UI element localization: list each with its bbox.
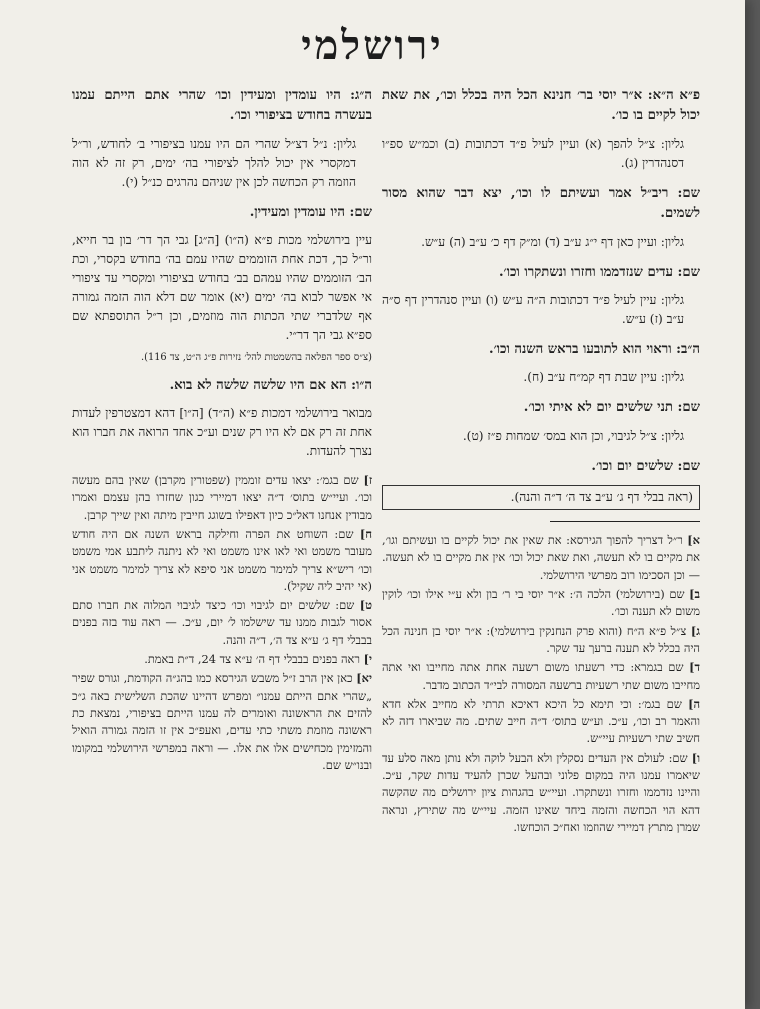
paragraph: מבואר בירושלמי דמכות פ״א (ה״ד) [ה״ו] דהא דמצטרפין לעדות אחת זה רק אם לא היו רק שנים וע״כ אחד הרואה את חברו הוא נצרך להעדות. xyxy=(72,406,372,458)
left-column xyxy=(72,86,372,776)
source-citation: (צ״ס ספר הפלאה בהשמטות להל׳ נזירות פ״ג ה״ט, צד 116). xyxy=(141,351,372,363)
entry-heading: שם: ריב״ל אמר ועשיתם לו וכו׳, יצא דבר שהוא מסור לשמים. xyxy=(382,185,700,222)
entry-3 xyxy=(382,263,700,329)
footnote-text: שם בגמ׳: יצאו עדים זוממין (שפטורין מקרבן) שאין בהם מעשה וכו׳. ועיי״ש בתוס׳ ד״ה יצאו דמיירי כגון שחזרו בהן עצמם ואמרו מבודין אנחנו דאל״כ כיון דאפילו בשוגג חייבין מיתה ואין שייך קרבן. xyxy=(72,472,372,522)
footnote xyxy=(382,532,700,584)
footnote-text: ראה בפנים בבבלי דף ה׳ ע״א צד 24, ד״ת באמת. xyxy=(144,652,360,667)
footnote xyxy=(72,472,372,524)
gloss: גליון: צ״ל לגיבוי, וכן הוא במס׳ שמחות פ״ז (ט). xyxy=(462,428,684,443)
entry-1 xyxy=(382,86,700,173)
footnote-text: ר״ל דצריך להפוך הגירסא: את שאין את יכול לקיים בו ועשיתם וגו׳, את מקיים בו לא תעשה, ואת שאת יכול וכו׳ אין את מקיים בו לא תעשה. — וכן הסכימו רוב מפרשי הירושלמי. xyxy=(382,532,700,582)
gloss: גליון: נ״ל דצ״ל שהרי הם היו עמנו בציפורי ב׳ לחודש, ור״ל דמקסרי אין יכול להלך לציפורי בה׳ ימים, רק זה לא הוה הוזמה רק הכחשה לכן אין שניהם נהרגים כנ״ל (י). xyxy=(72,136,356,189)
footnote-number: י] xyxy=(363,652,372,667)
footnote-text: שם: השוחט את הפרה וחילקה בראש השנה אם היה חודש מעובר משמט ואי לאו אינו משמט ואי לא ניתנה ליתבע אמי משמט וכו׳ ריש״א צריך למימר משמט אני סיפא לא צריך למימר משמט אני (אי יהיב ליה שקיל). xyxy=(72,526,372,593)
footnote xyxy=(382,623,700,658)
paragraph: עיין בירושלמי מכות פ״א (ה״ו) [ה״ג] גבי הך דר׳ בון בר חייא, ור״ל כך, דכת אחת הזוממים שהיו עמם בה׳ בחודש בקסרי, וכת הב׳ הזוממים שהיו עמהם בב׳ בחודש בציפורי ומקסרי עד ציפורי אי אפשר לבוא בה׳ ימים (יא) אומר שם דלא הוה הזמה גמורה אף שלדברי שתי הכתות הוה מוזמים, וכן ר״ל התוספתא שם ספ״א גבי הך דר״י. xyxy=(72,233,372,342)
page-title: ירושלמי xyxy=(301,22,444,69)
entry-heading: ה״ב: וראוי הוא לתובעו בראש השנה וכו׳. xyxy=(489,341,700,357)
footnote-text: כאן אין הרב ז״ל משבש הגירסא כמו בהג״ה הקודמת, וגורס שפיר „שהרי אתם הייתם עמנו״ ומפרש דהיינו שהכת השלישית באה ג״כ להזים את הראשונה ואומרים לה עמנו הייתם בציפורי, נמצאת כת ראשונה מוזמת משתי כתי עדים, ואעפ״כ אין זו הזמה גמורה הואיל והמזימין מכחישים אלו את אלו. — וראה במפרשי הירושלמי במקומו ובנו״ש שם. xyxy=(72,671,372,773)
footnote-text: שם (בירושלמי) הלכה ה׳: א״ר יוסי בי ר׳ בון ולא ע״י אילו וכו׳ לוקין משום לא תענה וכו׳. xyxy=(382,586,700,619)
entry-7 xyxy=(72,86,372,192)
footnote-text: שם בגמרא: כדי רשעתו משום רשעה אחת אתה מחייבו ואי אתה מחייבו משום שתי רשעיות ברשעה המסורה לבי״ד הכתוב מדבר. xyxy=(382,660,700,692)
footnote-text: שם בגמ׳: וכי תימא כל היכא דאיכא תרתי לא מחייב אלא חדא והאמר רב וכו׳, ע״כ. וע״ש בתוס׳ ד״ה חייב שתים. מה שביארו דזה לא חשיב שתי רשעיות עיי״ש. xyxy=(382,696,700,746)
gloss: גליון: צ״ל להפך (א) ועיין לעיל פ״ד דכתובות (ב) וכמ״ש ספ״ו דסנהדרין (ג). xyxy=(382,136,684,170)
footnote xyxy=(72,651,372,668)
gloss: גליון: עיין לעיל פ״ד דכתובות ה״ה ע״ש (ו) ועיין סנהדרין דף ס״ה ע״ב (ז) ע״ש. xyxy=(382,292,684,326)
entry-heading: שם: תני שלשים יום לא איתי וכו׳. xyxy=(523,400,700,416)
entry-4 xyxy=(382,340,700,387)
entry-heading: שם: שלשים יום וכו׳. xyxy=(591,458,700,474)
footnotes-right xyxy=(382,532,700,837)
footnote xyxy=(382,659,700,694)
footnote xyxy=(382,750,700,837)
footnote xyxy=(72,526,372,595)
footnote-number: ו] xyxy=(691,750,701,765)
entry-2 xyxy=(382,184,700,252)
footnote xyxy=(72,597,372,649)
reference-box: (ראה בבלי דף ג׳ ע״ב צד ה׳ ד״ה והנה). xyxy=(382,485,700,510)
footnote-number: יא] xyxy=(356,671,372,686)
footnote-number: ז] xyxy=(363,472,373,487)
gloss: גליון: עיין שבת דף קמ״ח ע״ב (ח). xyxy=(523,370,684,385)
footnotes-left xyxy=(72,472,372,775)
entry-heading: ה״ו: הא אם היו שלשה שלשה לא בוא. xyxy=(169,377,372,393)
footnote-number: ג] xyxy=(690,623,701,638)
footnote-number: ט] xyxy=(359,598,372,613)
entry-8 xyxy=(72,203,372,365)
footnote-number: ח] xyxy=(359,526,373,541)
footnote xyxy=(72,670,372,774)
footnote xyxy=(382,696,700,748)
footnote-number: ב] xyxy=(689,586,701,601)
entry-6 xyxy=(382,457,700,510)
entry-5 xyxy=(382,398,700,445)
gloss: גליון: ועיין כאן דף י״ג ע״ב (ד) ומ״ק דף כ׳ ע״ב (ה) ע״ש. xyxy=(421,234,684,249)
footnote-text: שם: שלשים יום לגיבוי וכו׳ כיצד לגיבוי המלוה את חברו סתם אסור לגבות ממנו עד שישלמו ל׳ יום, ע״כ. — ראה עוד בזה בפנים בבבלי דף ג׳ ע״א צד ה׳, ד״ה והנה. xyxy=(72,598,372,647)
footnote-text: צ״ל פ״א ה״ח (והוא פרק הנחנקין בירושלמי): א״ר יוסי בן חנינה הכל היה בכלל לא תענה ברעך עד שקר. xyxy=(382,623,700,655)
footnote-text: שם: לעולם אין העדים נסקלין ולא הבעל לוקה ולא נותן מאה סלע עד שיאמרו עמנו היה במקום פלוני ובהעל שכרן להעיד עדות שקר, ע״כ. והיינו נזדממו וחזרו ונשתקרו. ועיי״ש בהגהות ציון ירושלים מה שהקשה דהא הוי הכחשה והזמה ביחד שאינו הזמה. עיי״ש מה שתירץ, ונראה שמרן מתרץ דמיירי שהוזמו ואח״כ הוכחשו. xyxy=(382,750,700,835)
footnote-number: ה] xyxy=(688,696,701,711)
footnote xyxy=(382,586,700,621)
footnote-divider xyxy=(550,521,700,522)
footnote-number: א] xyxy=(687,532,700,547)
entry-heading: פ״א ה״א: א״ר יוסי בר׳ חנינא הכל היה בכלל וכו׳, את שאת יכול לקיים בו כו׳. xyxy=(382,88,700,124)
footnote-number: ד] xyxy=(689,660,700,675)
entry-heading: שם: היו עומדין ומעידין. xyxy=(249,204,372,220)
entry-9 xyxy=(72,376,372,461)
entry-heading: ה״ג: היו עומדין ומעידין וכו׳ שהרי אתם הייתם עמנו בעשרה בחודש בציפורי וכו׳. xyxy=(72,88,372,124)
right-column xyxy=(382,86,700,838)
entry-heading: שם: עדים שנזדממו וחזרו ונשתקרו וכו׳. xyxy=(498,264,700,280)
